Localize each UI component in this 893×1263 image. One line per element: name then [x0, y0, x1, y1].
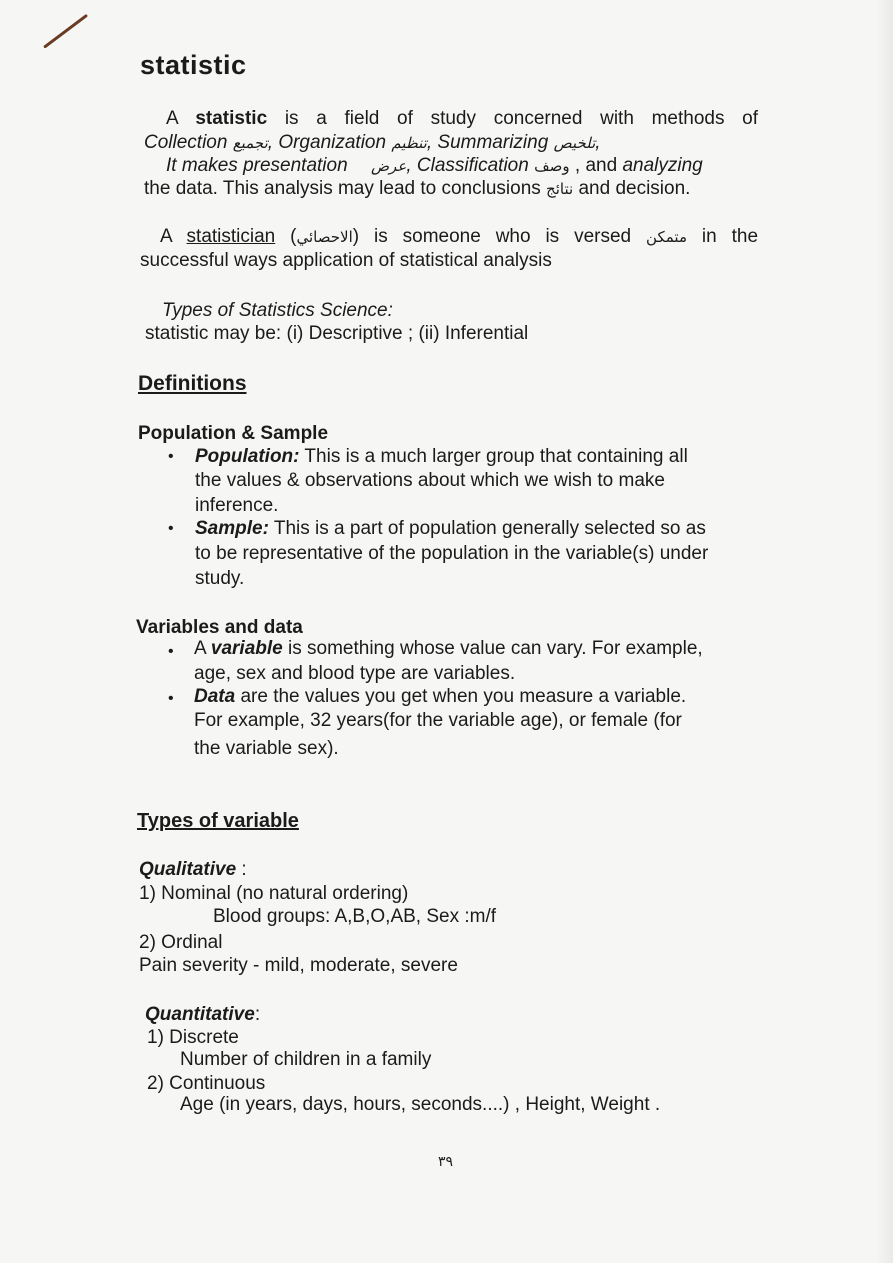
types-science-line: statistic may be: (i) Descriptive ; (ii) Inferential	[145, 323, 529, 344]
text: This is a much larger group that containing all	[299, 446, 688, 467]
intro-line-3	[166, 154, 703, 178]
intro-line-1	[166, 107, 758, 130]
arabic-term: عرض	[370, 157, 407, 175]
text: A	[166, 108, 196, 129]
intro-line-2	[144, 131, 601, 155]
arabic-term: وصف	[534, 157, 570, 175]
data-line-3: the variable sex).	[194, 738, 339, 759]
data-line-1	[194, 685, 686, 708]
definitions-heading: Definitions	[138, 372, 247, 395]
text: , Summarizing	[426, 132, 554, 153]
bullet-icon: •	[168, 690, 174, 707]
term-data: Data	[194, 686, 236, 707]
statistician-line-2: successful ways application of statistical analysis	[140, 250, 552, 271]
text: , and	[569, 155, 623, 176]
text: the data. This analysis may lead to conclusions	[144, 178, 547, 199]
text: This is a part of population generally selected so as	[268, 518, 706, 539]
arabic-term: الاحصائي	[296, 228, 353, 246]
population-sample-heading: Population & Sample	[138, 423, 329, 444]
page-edge-shadow	[875, 0, 893, 1263]
quantitative-item-1: 1) Discrete	[147, 1027, 239, 1048]
qualitative-heading	[139, 858, 247, 881]
term-quantitative: Quantitative	[145, 1004, 255, 1025]
quantitative-item-1-example: Number of children in a family	[180, 1049, 432, 1070]
sample-line-3: study.	[195, 568, 245, 589]
variable-line-1	[194, 637, 703, 660]
arabic-term: متمكن	[646, 228, 687, 246]
text: (	[275, 226, 297, 247]
text: is something whose value can vary. For example,	[282, 638, 703, 659]
text: ,	[595, 132, 601, 153]
bullet-icon: •	[168, 448, 174, 465]
term-statistician: statistician	[186, 226, 276, 247]
sample-line-1	[195, 517, 706, 540]
text: :	[254, 1004, 261, 1025]
types-variable-heading: Types of variable	[137, 810, 299, 832]
page-number: ٣٩	[438, 1154, 454, 1170]
term-qualitative: Qualitative	[139, 859, 237, 880]
term-population: Population:	[195, 446, 300, 467]
text: A	[160, 226, 187, 247]
qualitative-item-2: 2) Ordinal	[139, 932, 223, 953]
population-line-3: inference.	[195, 495, 279, 516]
sample-line-2: to be representative of the population in the variable(s) under	[195, 543, 709, 564]
text: Collection	[144, 132, 233, 153]
quantitative-item-2-example: Age (in years, days, hours, seconds....) , Height, Weight .	[180, 1094, 661, 1115]
quantitative-item-2: 2) Continuous	[147, 1073, 266, 1094]
term-variable: variable	[210, 638, 283, 659]
text: :	[236, 859, 247, 880]
text: is a field of study concerned with methods of	[267, 108, 758, 129]
term-sample: Sample:	[195, 518, 269, 539]
types-science-heading: Types of Statistics Science:	[162, 300, 393, 321]
text: , Organization	[267, 132, 392, 153]
text: in the	[686, 226, 759, 247]
variables-heading: Variables and data	[136, 617, 303, 638]
arabic-term: تنظيم	[391, 134, 427, 152]
text: and decision.	[573, 178, 691, 199]
population-line-2: the values & observations about which we wish to make	[195, 470, 665, 491]
text: analyzing	[622, 155, 703, 176]
text: , Classification	[406, 155, 535, 176]
population-line-1	[195, 445, 688, 468]
text: A	[194, 638, 211, 659]
arabic-term: تجميع	[232, 134, 268, 152]
pen-mark	[43, 14, 88, 49]
bullet-icon: •	[168, 520, 174, 537]
bullet-icon: •	[168, 643, 174, 660]
data-line-2: For example, 32 years(for the variable age), or female (for	[194, 710, 682, 731]
arabic-term: تلخيص	[553, 134, 596, 152]
text: are the values you get when you measure a variable.	[235, 686, 687, 707]
qualitative-item-1-example: Blood groups: A,B,O,AB, Sex :m/f	[213, 906, 497, 927]
term-statistic: statistic	[195, 108, 268, 129]
qualitative-item-2-example: Pain severity - mild, moderate, severe	[139, 955, 458, 976]
text: ) is someone who is versed	[352, 226, 647, 247]
qualitative-item-1: 1) Nominal (no natural ordering)	[139, 883, 409, 904]
quantitative-heading	[145, 1003, 260, 1026]
text: It makes presentation	[166, 155, 353, 176]
statistician-line-1	[160, 225, 758, 249]
arabic-term: نتائج	[546, 180, 574, 198]
variable-line-2: age, sex and blood type are variables.	[194, 663, 516, 684]
page-title: statistic	[140, 50, 247, 80]
intro-line-4	[144, 177, 690, 201]
